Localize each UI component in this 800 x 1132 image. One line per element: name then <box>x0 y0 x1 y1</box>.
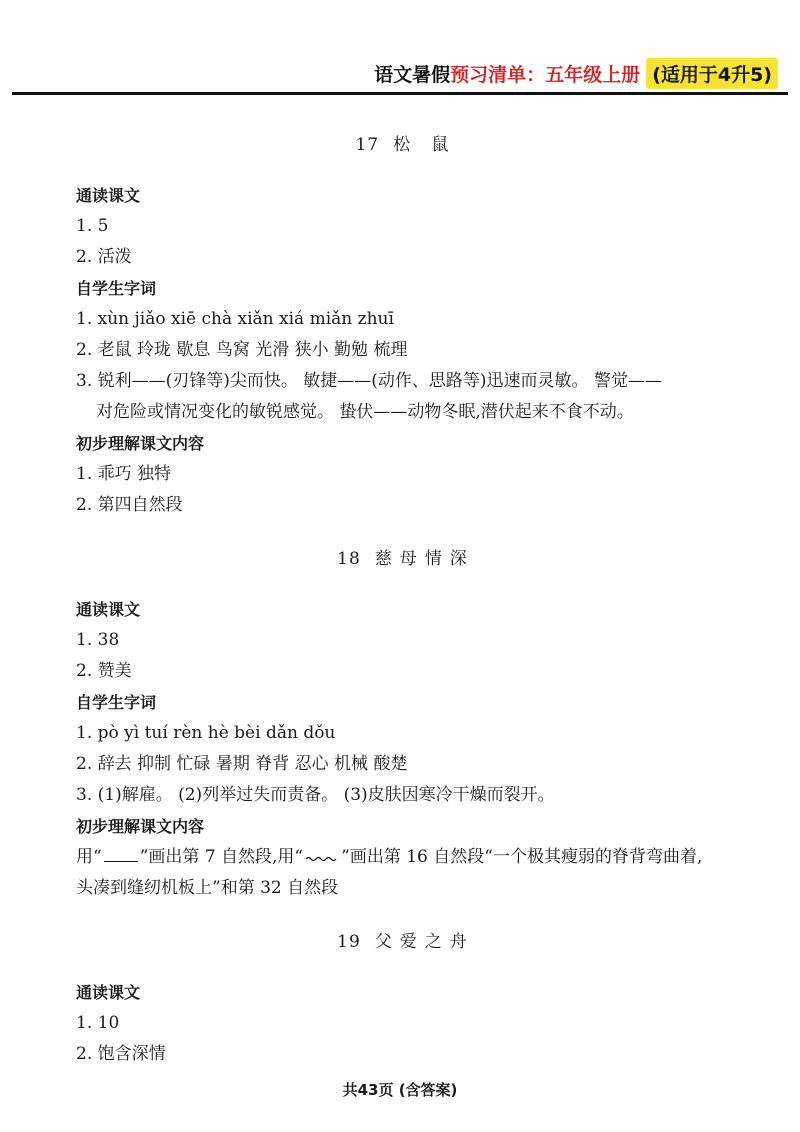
subheading-understand: 初步理解课文内容 <box>76 817 205 836</box>
answer-line: 1. 5 <box>76 216 109 236</box>
lesson-number: 19 <box>337 932 361 952</box>
answer-line: 头凑到缝纫机板上”和第 32 自然段 <box>76 878 339 898</box>
answer-line: 3. (1)解雇。 (2)列举过失而责备。 (3)皮肤因寒冷干燥而裂开。 <box>76 785 555 805</box>
lesson-name: 慈母情深 <box>374 549 475 569</box>
answer-line: 3. 锐利——(刃锋等)尖而快。 敏捷——(动作、思路等)迅速而灵敏。 警觉—— <box>76 371 662 391</box>
answer-line: 1. 10 <box>76 1013 120 1033</box>
answer-line: 2. 辞去 抑制 忙碌 暑期 脊背 忍心 机械 酸楚 <box>76 754 408 774</box>
lesson-number: 17 <box>355 135 380 155</box>
subheading-understand: 初步理解课文内容 <box>76 434 205 453</box>
lesson-name: 父爱之舟 <box>374 932 475 952</box>
answer-content <box>76 125 736 1070</box>
subheading-read: 通读课文 <box>76 983 141 1002</box>
answer-text: ”画出第 7 自然段,用“ <box>139 847 304 867</box>
answer-line: 2. 老鼠 玲珑 歇息 鸟窝 光滑 狭小 勤勉 梳理 <box>76 340 408 360</box>
lesson-title-18 <box>76 544 736 569</box>
answer-line: 1. xùn jiǎo xiē chà xiǎn xiá miǎn zhuī <box>76 309 394 329</box>
subheading-read: 通读课文 <box>76 186 141 205</box>
subheading-read: 通读课文 <box>76 600 141 619</box>
page-header <box>374 58 778 89</box>
header-divider <box>12 92 788 95</box>
answer-line: 1. 38 <box>76 630 120 650</box>
answer-line-continued: 对危险或情况变化的敏锐感觉。 蛰伏——动物冬眠,潜伏起来不食不动。 <box>96 402 634 422</box>
lesson-title-19 <box>76 927 736 952</box>
answer-line: 2. 第四自然段 <box>76 495 183 515</box>
subheading-words: 自学生字词 <box>76 279 157 298</box>
wavy-underline-mark <box>305 844 339 862</box>
subheading-words: 自学生字词 <box>76 693 157 712</box>
header-grade-badge: (适用于4升5) <box>646 58 778 89</box>
answer-line: 1. pò yì tuí rèn hè bèi dǎn dǒu <box>76 723 336 743</box>
lesson-number: 18 <box>337 549 361 569</box>
answer-line: 1. 乖巧 独特 <box>76 464 172 484</box>
lesson-title-17 <box>76 130 736 155</box>
answer-text: 用“ <box>76 847 102 867</box>
answer-line: 2. 赞美 <box>76 661 132 681</box>
page-footer: 共43页 (含答案) <box>342 1081 458 1099</box>
answer-line: 2. 饱含深情 <box>76 1044 166 1064</box>
straight-underline-mark <box>104 843 138 862</box>
header-title-part2: 预习清单：五年级上册 <box>450 64 641 86</box>
header-title-part1: 语文暑假 <box>374 64 451 86</box>
answer-line <box>76 842 736 873</box>
answer-line: 2. 活泼 <box>76 247 132 267</box>
lesson-name: 松 鼠 <box>393 135 457 155</box>
answer-text: ”画出第 16 自然段“一个极其瘦弱的脊背弯曲着, <box>341 847 703 867</box>
